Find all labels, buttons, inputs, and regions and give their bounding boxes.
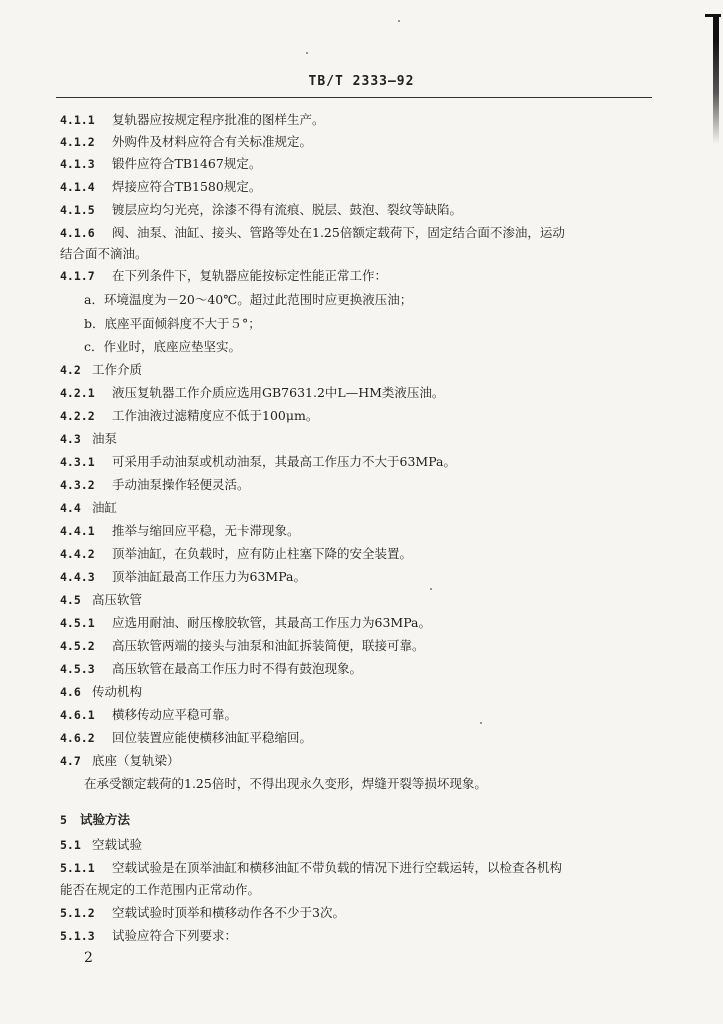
clause-text: 横移传动应平稳可靠。 — [112, 707, 238, 722]
clause-text: 高压软管 — [92, 592, 143, 607]
clause-text: 空载试验是在顶举油缸和横移油缸不带负载的情况下进行空载运转，以检查各机构 — [112, 860, 563, 875]
clause-text: 结合面不滴油。 — [60, 246, 148, 261]
clause-text: 应选用耐油、耐压橡胶软管，其最高工作压力为63MPa。 — [112, 615, 432, 630]
clause-text: 在承受额定载荷的1.25倍时，不得出现永久变形，焊缝开裂等损坏现象。 — [84, 776, 487, 791]
clause-4-1-1 — [60, 112, 325, 128]
clause-text: 外购件及材料应符合有关标准规定。 — [112, 134, 313, 149]
clause-text: c．作业时，底座应垫坚实。 — [84, 339, 242, 354]
clause-text: 顶举油缸最高工作压力为63MPa。 — [112, 569, 307, 584]
clause-4-2 — [60, 362, 142, 378]
clause-number: 4.4.2 — [60, 547, 95, 561]
clause-text: 镀层应均匀光亮，涂漆不得有流痕、脱层、鼓泡、裂纹等缺陷。 — [112, 202, 463, 217]
clause-4-5-1 — [60, 615, 431, 631]
clause-4-1-6 — [60, 225, 565, 241]
clause-text: a．环境温度为－20～40℃。超过此范围时应更换液压油； — [84, 292, 413, 307]
clause-number: 4.4 — [60, 501, 81, 515]
clause-text: 试验应符合下列要求： — [112, 928, 238, 943]
clause-number: 4.1.6 — [60, 226, 95, 240]
clause-number: 4.1.3 — [60, 157, 95, 171]
clause-number: 4.5 — [60, 593, 81, 607]
clause-text: 能否在规定的工作范围内正常动作。 — [60, 882, 261, 897]
clause-4-1-3 — [60, 156, 261, 172]
clause-4-1-5 — [60, 202, 462, 218]
clause-4-7 — [60, 753, 180, 769]
clause-4-2-2 — [60, 408, 318, 424]
clause-number: 4.5.1 — [60, 616, 95, 630]
clause-text: 空载试验时顶举和横移动作各不少于3次。 — [112, 905, 345, 920]
clause-4-6-2 — [60, 730, 312, 746]
clause-number: 4.1.7 — [60, 269, 95, 283]
clause-4-2-1 — [60, 385, 444, 401]
clause-text: 阀、油泵、油缸、接头、管路等处在1.25倍额定载荷下，固定结合面不渗油，运动 — [112, 225, 565, 240]
clause-number: 4.1.4 — [60, 180, 95, 194]
clause-text: 液压复轨器工作介质应选用GB7631.2中L—HM类液压油。 — [112, 385, 445, 400]
clause-text: 工作介质 — [92, 362, 143, 377]
clause-text: 推举与缩回应平稳，无卡滞现象。 — [112, 523, 300, 538]
clause-text: 在下列条件下，复轨器应能按标定性能正常工作： — [112, 268, 388, 283]
clause-text: 油缸 — [92, 500, 118, 515]
scan-speck — [480, 722, 482, 724]
clause-text: 试验方法 — [80, 812, 131, 827]
clause-number: 4.1.5 — [60, 203, 95, 217]
clause-number: 4.2 — [60, 363, 81, 377]
clause-text: 可采用手动油泵或机动油泵，其最高工作压力不大于63MPa。 — [112, 454, 457, 469]
clause-text: b．底座平面倾斜度不大于５°； — [84, 316, 261, 331]
clause-text: 高压软管两端的接头与油泵和油缸拆装简便，联接可靠。 — [112, 638, 425, 653]
scan-edge-mark-top — [705, 14, 721, 17]
scan-speck — [398, 20, 400, 22]
clause-text: 高压软管在最高工作压力时不得有鼓泡现象。 — [112, 661, 363, 676]
scan-speck — [430, 588, 432, 590]
page-header: TB/T 2333—92 — [308, 74, 415, 89]
clause-text: 焊接应符合TB1580规定。 — [112, 179, 262, 194]
clause-number: 4.3 — [60, 432, 81, 446]
clause-text: 锻件应符合TB1467规定。 — [112, 156, 262, 171]
clause-number: 5.1.1 — [60, 861, 95, 875]
clause-number: 4.4.3 — [60, 570, 95, 584]
clause-4-6-1 — [60, 707, 237, 723]
clause-text: 顶举油缸，在负载时，应有防止柱塞下降的安全装置。 — [112, 546, 413, 561]
scan-speck — [306, 52, 308, 54]
clause-5 — [60, 812, 130, 828]
clause-4-4-3 — [60, 569, 306, 585]
clause-text-line — [84, 776, 487, 792]
page-number: 2 — [84, 950, 93, 966]
clause-text-line — [84, 339, 241, 355]
clause-text: 底座（复轨梁） — [92, 753, 180, 768]
clause-number: 4.3.1 — [60, 455, 95, 469]
clause-number: 5.1.3 — [60, 929, 95, 943]
clause-4-4-2 — [60, 546, 412, 562]
clause-number: 4.4.1 — [60, 524, 95, 538]
clause-text: 工作油液过滤精度应不低于100μm。 — [112, 408, 319, 423]
clause-text-line — [60, 246, 148, 262]
clause-4-1-2 — [60, 134, 312, 150]
clause-number: 4.2.2 — [60, 409, 95, 423]
clause-number: 4.7 — [60, 754, 81, 768]
clause-4-4 — [60, 500, 117, 516]
header-rule — [56, 97, 652, 98]
clause-text: 空载试验 — [92, 837, 143, 852]
clause-number: 5.1 — [60, 838, 81, 852]
clause-4-5-2 — [60, 638, 425, 654]
clause-5-1-3 — [60, 928, 237, 944]
clause-number: 4.2.1 — [60, 386, 95, 400]
clause-number: 4.6 — [60, 685, 81, 699]
clause-4-5 — [60, 592, 142, 608]
clause-text-line — [84, 292, 412, 308]
clause-number: 4.5.3 — [60, 662, 95, 676]
clause-number: 4.6.1 — [60, 708, 95, 722]
clause-number: 4.1.2 — [60, 135, 95, 149]
clause-4-5-3 — [60, 661, 362, 677]
clause-text: 回位装置应能使横移油缸平稳缩回。 — [112, 730, 313, 745]
clause-text: 油泵 — [92, 431, 118, 446]
clause-5-1 — [60, 837, 142, 853]
clause-4-3 — [60, 431, 117, 447]
clause-text: 复轨器应按规定程序批准的图样生产。 — [112, 112, 325, 127]
clause-4-4-1 — [60, 523, 300, 539]
clause-4-3-2 — [60, 477, 250, 493]
clause-text: 手动油泵操作轻便灵活。 — [112, 477, 250, 492]
clause-4-1-4 — [60, 179, 261, 195]
clause-number: 5.1.2 — [60, 906, 95, 920]
clause-number: 4.6.2 — [60, 731, 95, 745]
clause-number: 4.5.2 — [60, 639, 95, 653]
clause-4-3-1 — [60, 454, 456, 470]
clause-4-1-7 — [60, 268, 387, 284]
clause-number: 4.3.2 — [60, 478, 95, 492]
clause-5-1-2 — [60, 905, 345, 921]
clause-text: 传动机构 — [92, 684, 143, 699]
clause-4-6 — [60, 684, 142, 700]
clause-text-line — [84, 316, 261, 332]
clause-number: 5 — [60, 813, 67, 827]
clause-text-line — [60, 882, 260, 898]
clause-5-1-1 — [60, 860, 562, 876]
clause-number: 4.1.1 — [60, 113, 95, 127]
